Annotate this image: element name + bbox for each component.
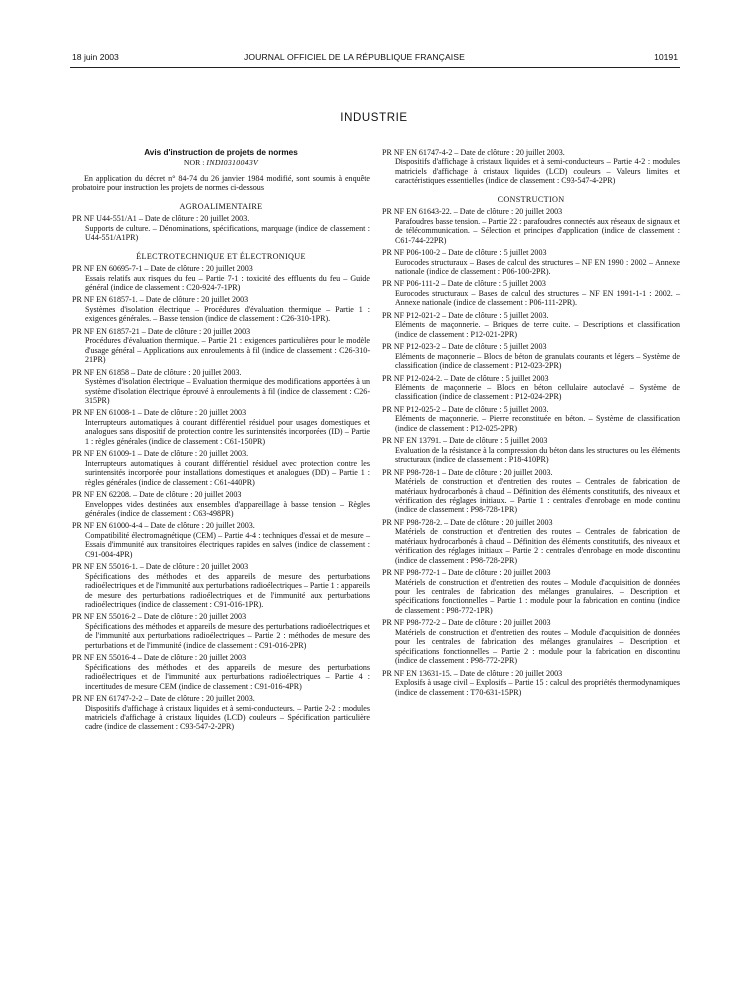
notice-intro: En application du décret n° 84-74 du 26 janvier 1984 modifié, sont soumis à enquête probatoire pour instruction les projets de normes ci-dessous bbox=[72, 173, 370, 193]
construction-entries bbox=[382, 207, 680, 697]
standard-entry-head: PR NF P12-025-2 – Date de clôture : 5 juillet 2003. bbox=[382, 404, 549, 414]
standard-entry-head: PR NF EN 61857-21 – Date de clôture : 20 juillet 2003 bbox=[72, 326, 251, 336]
standard-entry-head: PR NF EN 61000-4-4 – Date de clôture : 20 juillet 2003. bbox=[72, 521, 255, 531]
standard-entry-head: PR NF P06-100-2 – Date de clôture : 5 juillet 2003 bbox=[382, 248, 547, 258]
standard-entry-head: PR NF EN 13791. – Date de clôture : 5 juillet 2003 bbox=[382, 436, 548, 446]
standard-entry-head: PR NF EN 61858 – Date de clôture : 20 juillet 2003. bbox=[72, 367, 242, 377]
header-page-number: 10191 bbox=[654, 52, 678, 62]
standard-entry-head: PR NF EN 61747-2-2 – Date de clôture : 20 juillet 2003. bbox=[72, 694, 255, 704]
standard-entry-body: Supports de culture. – Dénominations, spécifications, marquage (indice de classement : U44-551/A1PR) bbox=[85, 223, 370, 243]
standard-entry-head: PR NF EN 60695-7-1 – Date de clôture : 20 juillet 2003 bbox=[72, 264, 253, 274]
standard-entry bbox=[72, 521, 370, 559]
standard-entry-head: PR NF U44-551/A1 – Date de clôture : 20 juillet 2003. bbox=[72, 214, 250, 224]
standard-entry-body: Parafoudres basse tension. – Partie 22 : parafoudres connectés aux réseaux de signaux et de télécommunication. – Sélection et principes d'application (indice de classement : C61-744-22PR) bbox=[395, 216, 680, 245]
category-heading-agro: AGROALIMENTAIRE bbox=[179, 201, 263, 211]
standard-entry-body: Enveloppes vides destinées aux ensembles d'appareillage à basse tension – Règles générales (indice de classement : C63-498PR) bbox=[85, 499, 370, 518]
nor-code: INDI0310043V bbox=[206, 158, 259, 168]
standard-entry-body: Essais relatifs aux risques du feu – Partie 7-1 : toxicité des effluents du feu – Guide général (indice de classement : C20-924-7-1PR) bbox=[85, 273, 370, 292]
standard-entry-head: PR NF EN 13631-15. – Date de clôture : 20 juillet 2003 bbox=[382, 668, 563, 678]
standard-entry-body: Spécifications des méthodes et appareils de mesure des perturbations radioélectriques et de l'immunité aux perturbations radioélectriques – Partie 2 : méthodes de mesure des perturbations et de l'immunité (indice de classement : C91-016-2PR) bbox=[85, 621, 370, 650]
standard-entry-body: Interrupteurs automatiques à courant différentiel résiduel avec protection contre les surintensités incorporée pour installations domestiques et analogues (DD) – Partie 1 : règles générales (indice de classement : C61-440PR) bbox=[85, 458, 370, 487]
standard-entry bbox=[382, 405, 680, 433]
standard-entry-head: PR NF EN 55016-4 – Date de clôture : 20 juillet 2003 bbox=[72, 653, 247, 663]
standard-entry-body: Eurocodes structuraux – Bases de calcul des structures – NF EN 1990 : 2002 – Annexe nationale (indice de classement : P06-100-2PR). bbox=[395, 257, 680, 276]
standard-entry bbox=[382, 342, 680, 370]
standard-entry bbox=[72, 368, 370, 406]
standard-entry bbox=[382, 311, 680, 339]
standard-entry-head: PR NF P12-024-2. – Date de clôture : 5 juillet 2003 bbox=[382, 373, 549, 383]
standard-entry-body: Interrupteurs automatiques à courant différentiel résiduel pour usages domestiques et analogues sans dispositif de protection contre les surintensités incorporées (ID) – Partie 1 : règles générales (indice de classement : C61-150PR) bbox=[85, 417, 370, 446]
standard-entry-body: Spécifications des méthodes et des appareils de mesure des perturbations radioélectriques et de l'immunité aux perturbations radioélectriques – Partie 1 : appareils de mesure des perturbations radioélectriques et de l'immunité aux perturbations radioélectriques (indice de classement : C91-016-1PR). bbox=[85, 571, 371, 610]
standard-entry-head: PR NF P06-111-2 – Date de clôture : 5 juillet 2003 bbox=[382, 279, 546, 289]
standard-entry-head: PR NF EN 55016-1. – Date de clôture : 20 juillet 2003 bbox=[72, 562, 249, 572]
nor-label: NOR : bbox=[183, 158, 205, 168]
standard-entry-body: Explosifs à usage civil – Explosifs – Partie 15 : calcul des propriétés thermodynamiques (indice de classement : T70-631-15PR) bbox=[395, 678, 680, 697]
elec-entries-left bbox=[72, 264, 370, 732]
header-rule bbox=[70, 67, 680, 68]
standard-entry-head: PR NF P98-728-2. – Date de clôture : 20 juillet 2003 bbox=[382, 517, 553, 527]
standard-entry-body: Matériels de construction et d'entretien des routes – Module d'acquisition de données pour les centrales de fabrication des mélanges granulaires – Description et spécifications fonctionnelles – Partie 2 : module pour la fabrication en discontinu (indice de classement : P98-772-2PR) bbox=[395, 627, 680, 666]
standard-entry-body: Spécifications des méthodes et des appareils de mesure des perturbations radioélectriques et de l'immunité aux perturbations radioélectriques – Partie 4 : incertitudes de mesure CEM (indice de classement : C91-016-4PR) bbox=[85, 662, 370, 691]
standard-entry bbox=[72, 264, 370, 292]
standard-entry-body: Compatibilité électromagnétique (CEM) – Partie 4-4 : techniques d'essai et de mesure – Essais d'immunité aux transitoires électriques rapides en salves (indice de classement : C91-004-4PR) bbox=[85, 530, 370, 559]
agro-entries bbox=[72, 214, 370, 242]
standard-entry bbox=[72, 653, 370, 691]
standard-entry-head: PR NF EN 62208. – Date de clôture : 20 juillet 2003 bbox=[72, 490, 242, 500]
standard-entry bbox=[72, 694, 370, 732]
standard-entry-body: Dispositifs d'affichage à cristaux liquides et à semi-conducteurs. – Partie 2-2 : modules matriciels d'affichage à cristaux liquides (LCD) couleurs – Spécification particulière cadre (indice de classement : C93-547-2-2PR) bbox=[85, 703, 370, 732]
standard-entry-head: PR NF EN 61008-1 – Date de clôture : 20 juillet 2003 bbox=[72, 408, 247, 418]
standard-entry bbox=[382, 148, 680, 186]
standard-entry-head: PR NF P12-021-2 – Date de clôture : 5 juillet 2003. bbox=[382, 310, 549, 320]
standard-entry bbox=[72, 408, 370, 446]
standard-entry bbox=[72, 295, 370, 323]
standard-entry bbox=[72, 612, 370, 650]
standard-entry-body: Eurocodes structuraux – Bases de calcul des structures – NF EN 1991-1-1 : 2002. – Annexe nationale (indice de classement : P06-111-2PR). bbox=[395, 288, 680, 308]
standard-entry-body: Eléments de maçonnerie – Blocs de béton de granulats courants et légers – Système de classification (indice de classement : P12-023-2PR) bbox=[395, 351, 680, 371]
standard-entry-head: PR NF P12-023-2 – Date de clôture : 5 juillet 2003 bbox=[382, 342, 547, 352]
standard-entry-head: PR NF P98-772-2 – Date de clôture : 20 juillet 2003 bbox=[382, 618, 551, 628]
standard-entry bbox=[72, 490, 370, 518]
standard-entry-body: Matériels de construction et d'entretien des routes – Module d'acquisition de données pour les centrales de fabrication des mélanges granulaires. – Description et spécifications fonctionnelles – Partie 1 : module pour la fabrication en continu (indice de classement : P98-772-1PR) bbox=[395, 577, 680, 615]
standard-entry bbox=[382, 669, 680, 697]
standard-entry bbox=[382, 248, 680, 276]
standard-entry-head: PR NF EN 61643-22. – Date de clôture : 20 juillet 2003 bbox=[382, 207, 563, 217]
standard-entry-head: PR NF EN 61857-1. – Date de clôture : 20 juillet 2003 bbox=[72, 295, 249, 305]
standard-entry-head: PR NF EN 61009-1 – Date de clôture : 20 juillet 2003. bbox=[72, 449, 249, 459]
left-column bbox=[72, 148, 370, 735]
standard-entry-head: PR NF EN 55016-2 – Date de clôture : 20 juillet 2003 bbox=[72, 612, 247, 622]
nor-reference bbox=[72, 158, 370, 167]
standard-entry-body: Systèmes d'isolation électrique – Evaluation thermique des modifications apportées à un système d'isolation électrique éprouvé à enroulements à fil (indice de classement : C26-315PR) bbox=[85, 377, 370, 405]
elec-entries-right bbox=[382, 148, 680, 186]
standard-entry bbox=[382, 618, 680, 665]
category-heading-constr: CONSTRUCTION bbox=[497, 194, 565, 204]
standard-entry bbox=[72, 562, 370, 609]
standard-entry bbox=[382, 468, 680, 515]
header-date: 18 juin 2003 bbox=[72, 52, 119, 62]
standard-entry bbox=[72, 214, 370, 242]
standard-entry-head: PR NF P98-728-1 – Date de clôture : 20 juillet 2003. bbox=[382, 467, 553, 477]
page-header bbox=[72, 52, 678, 66]
standard-entry bbox=[382, 207, 680, 245]
section-title: INDUSTRIE bbox=[340, 112, 408, 124]
standard-entry-body: Procédures d'évaluation thermique. – Partie 21 : exigences particulières pour le modèle d'usage général – Applications aux enroulements à fil (indice de classement : C26-310-21PR) bbox=[85, 336, 370, 365]
notice-title: Avis d'instruction de projets de normes bbox=[144, 148, 298, 157]
standard-entry bbox=[382, 568, 680, 615]
category-heading-elec: ÉLECTROTECHNIQUE ET ÉLECTRONIQUE bbox=[136, 251, 306, 261]
standard-entry bbox=[382, 436, 680, 464]
standard-entry bbox=[72, 327, 370, 365]
standard-entry-body: Matériels de construction et d'entretien des routes – Centrales de fabrication de matériaux hydrocarbonés à chaud – Définition des éléments constitutifs, des niveaux et vérification des réglages initiaux. – Partie 1 : centrales d'enrobage en mode continu (indice de classement : P98-728-1PR) bbox=[395, 477, 680, 515]
standard-entry-body: Dispositifs d'affichage à cristaux liquides et à semi-conducteurs – Partie 4-2 : modules matriciels d'affichage à cristaux liquides (LCD) couleurs – Valeurs limites et caractéristiques essentielles (indice de classement : C93-547-4-2PR) bbox=[395, 157, 680, 186]
standard-entry bbox=[382, 374, 680, 402]
standard-entry-body: Eléments de maçonnerie – Blocs en béton cellulaire autoclavé – Système de classification (indice de classement : P12-024-2PR) bbox=[395, 382, 680, 402]
standard-entry-head: PR NF P98-772-1 – Date de clôture : 20 juillet 2003 bbox=[382, 568, 551, 578]
header-journal-title: JOURNAL OFFICIEL DE LA RÉPUBLIQUE FRANÇAISE bbox=[244, 52, 465, 62]
standard-entry-body: Evaluation de la résistance à la compression du béton dans les structures ou les éléments structuraux (indice de classement : P18-410PR) bbox=[395, 445, 680, 465]
standard-entry bbox=[382, 518, 680, 565]
standard-entry-body: Eléments de maçonnerie. – Pierre reconstituée en béton. – Système de classification (indice de classement : P12-025-2PR) bbox=[395, 414, 680, 433]
standard-entry-body: Eléments de maçonnerie. – Briques de terre cuite. – Descriptions et classification (indice de classement : P12-021-2PR) bbox=[395, 320, 680, 339]
standard-entry-head: PR NF EN 61747-4-2 – Date de clôture : 20 juillet 2003. bbox=[382, 148, 565, 157]
right-column bbox=[382, 148, 680, 700]
standard-entry-body: Matériels de construction et d'entretien des routes – Centrales de fabrication de matériaux hydrocarbonés à chaud – Définition des éléments constitutifs, des niveaux et vérification des réglages initiaux – Partie 2 : centrales d'enrobage en mode discontinu (indice de classement : P98-728-2PR) bbox=[395, 527, 680, 565]
standard-entry-body: Systèmes d'isolation électrique – Procédures d'évaluation thermique – Partie 1 : exigences générales. – Basse tension (indice de classement : C26-310-1PR). bbox=[85, 304, 370, 324]
standard-entry bbox=[72, 449, 370, 487]
standard-entry bbox=[382, 279, 680, 307]
